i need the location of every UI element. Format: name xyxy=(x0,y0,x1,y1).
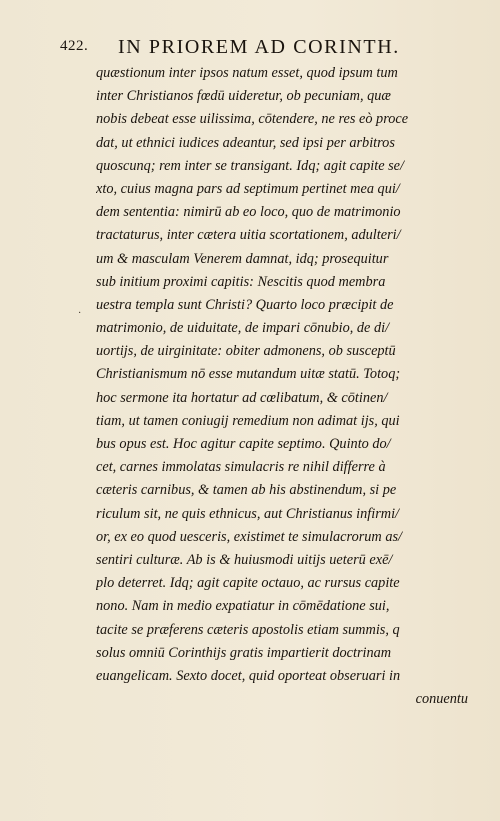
text-line: uortijs, de uirginitate: obiter admonens, ob susceptū xyxy=(96,343,396,360)
text-line: tiam, ut tamen coniugij remedium non adimat ijs, qui xyxy=(96,412,400,429)
text-line: nobis debeat esse uilissima, cōtendere, ne res eò proce xyxy=(96,111,409,128)
text-line: dem sententia: nimirū ab eo loco, quo de matrimonio xyxy=(96,204,401,221)
text-line: cet, carnes immolatas simulacris re nihil differre à xyxy=(96,459,386,476)
running-head: IN PRIOREM AD CORINTH. xyxy=(118,36,400,58)
text-line: xto, cuius magna pars ad septimum pertinet mea qui/ xyxy=(96,180,400,197)
text-line: quæstionum inter ipsos natum esset, quod ipsum tum xyxy=(96,65,398,81)
text-line: sentiri culturæ. Ab is & huiusmodi uitijs ueterū exē/ xyxy=(96,551,393,568)
text-line: cæteris carnibus, & tamen ab his abstinendum, si pe xyxy=(96,482,397,499)
text-line: plo deterret. Idq; agit capite octauo, ac rursus capite xyxy=(96,575,400,592)
text-line: tacite se præferens cæteris apostolis etiam summis, q xyxy=(96,621,400,638)
text-line: sub initium proximi capitis: Nescitis quod membra xyxy=(96,273,386,290)
text-line: quoscunq; rem inter se transigant. Idq; agit capite se/ xyxy=(96,157,405,174)
body-text xyxy=(96,62,468,688)
text-line: matrimonio, de uiduitate, de impari cōnubio, de di/ xyxy=(96,320,390,337)
text-line: riculum sit, ne quis ethnicus, aut Christianus infirmi/ xyxy=(96,505,400,522)
text-line: bus opus est. Hoc agitur capite septimo. Quinto do/ xyxy=(96,436,391,452)
text-line: Christianismum nō esse mutandum uitæ statū. Totoq; xyxy=(96,366,401,383)
text-line: um & masculam Venerem damnat, idq; prosequitur xyxy=(96,250,389,267)
text-line: inter Christianos fœdū uideretur, ob pecuniam, quæ xyxy=(96,88,391,105)
catchword: conuentu xyxy=(415,691,468,707)
text-line: solus omniū Corinthijs gratis impartierit doctrinam xyxy=(96,644,392,661)
text-line: hoc sermone ita hortatur ad cœlibatum, & cōtinen/ xyxy=(96,389,388,406)
margin-mark: · xyxy=(78,308,82,319)
text-line: tractaturus, inter cætera uitia scortationem, adulteri/ xyxy=(96,227,401,244)
text-line: or, ex eo quod uesceris, existimet te simulacrorum as/ xyxy=(96,528,403,545)
text-line: nono. Nam in medio expatiatur in cōmēdatione sui, xyxy=(96,598,390,615)
page-header xyxy=(52,36,472,60)
text-line: dat, ut ethnici iudices adeantur, sed ipsi per arbitros xyxy=(96,134,395,151)
text-line: uestra templa sunt Christi? Quarto loco præcipit de xyxy=(96,296,394,313)
page-number: 422. xyxy=(60,38,89,54)
text-line: euangelicam. Sexto docet, quid oporteat obseruari in xyxy=(96,667,401,684)
